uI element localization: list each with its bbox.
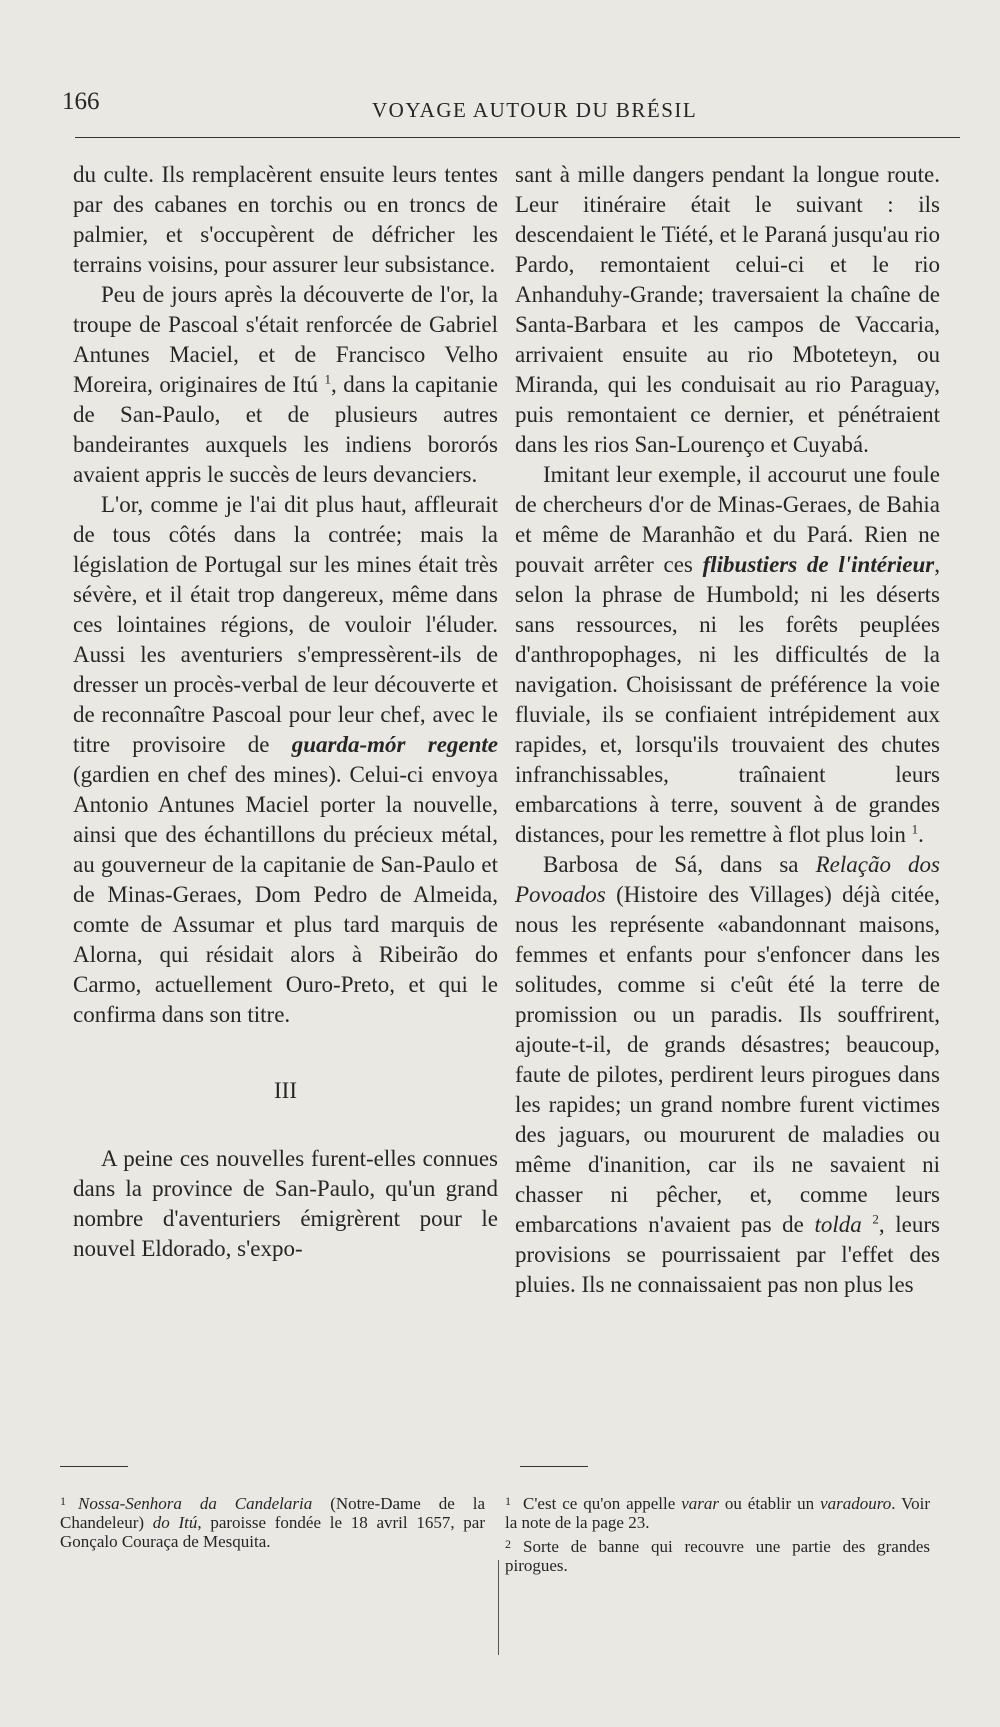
paragraph: [73, 280, 498, 490]
paragraph: [73, 1144, 498, 1264]
paragraph: [73, 490, 498, 1030]
footnote-text: ou établir un: [724, 1494, 815, 1513]
paragraph: [515, 850, 940, 1300]
paragraph-text: Barbosa de Sá, dans sa: [543, 852, 799, 877]
paragraph-text: , dans la capitanie de San-Paulo, et de plusieurs autres bandeirantes auxquels les indiens bororós avaient appris le succès de leurs devanciers.: [73, 372, 499, 487]
page-number: 166: [62, 88, 100, 115]
book-title: Relação dos Povoados: [515, 852, 940, 907]
paragraph-text: A peine ces nouvelles furent-elles connues dans la province de San-Paulo, qu'un grand nombre d'aventuriers émigrèrent pour le nouvel Eldorado, s'expo-: [73, 1146, 498, 1261]
emphasized-term: tolda: [814, 1212, 862, 1237]
footnote: [60, 1492, 485, 1551]
paragraph-text: , selon la phrase de Humbold; ni les déserts sans ressources, ni les forêts peuplées d'anthropophages, ni les difficultés de la navigation. Choisissant de préférence la voie fluviale, ils se confiaient intrépidement aux rapides, et, lorsqu'ils trouvaient des chutes infranchissables, traînaient leurs embarcations à terre, souvent à de grandes distances, pour les remettre à flot plus loin: [515, 552, 940, 847]
footnote: [505, 1535, 930, 1575]
running-title: VOYAGE AUTOUR DU BRÉSIL: [372, 98, 698, 122]
footnote-ref: 2: [872, 1211, 879, 1227]
footnote-title: Nossa-Senhora da Candelaria: [78, 1494, 313, 1513]
paragraph: [73, 160, 498, 280]
paragraph: [515, 160, 940, 460]
paragraph-text: , leurs provisions se pourrissaient par l'effet des pluies. Ils ne connaissaient pas non plus les: [515, 1212, 940, 1297]
footnote-term: varadouro: [820, 1494, 892, 1513]
section-number: III: [274, 1078, 297, 1103]
left-column: [73, 160, 498, 1264]
header-rule: [75, 137, 960, 138]
footnote-text: . Voir la note de la page 23.: [505, 1494, 931, 1532]
paragraph-text: (gardien en chef des mines). Celui-ci envoya Antonio Antunes Maciel porter la nouvelle, ainsi que des échantillons du précieux métal, au gouverneur de la capitanie de San-Paulo et de Minas-Geraes, Dom Pedro de Almeida, comte de Assumar et plus tard marquis de Alorna, qui résidait alors à Ribeirão do Carmo, actuellement Ouro-Preto, et qui le confirma dans son titre.: [73, 762, 498, 1027]
footnote-text: , paroisse fondée le 18 avril 1657, par Gonçalo Couraça de Mesquita.: [60, 1513, 486, 1551]
paragraph-text: Imitant leur exemple, il accourut une foule de chercheurs d'or de Minas-Geraes, de Bahia et même de Maranhão et du Pará. Rien ne pouvait arrêter ces: [515, 462, 940, 577]
paragraph: [515, 460, 940, 850]
paragraph-text: du culte. Ils remplacèrent ensuite leurs tentes par des cabanes en torchis ou en troncs de palmier, et s'occupèrent de défricher les terrains voisins, pour assurer leur subsistance.: [73, 162, 498, 277]
footnote-rule-right: [520, 1466, 588, 1467]
footnotes-left: [60, 1492, 485, 1554]
paragraph-text: sant à mille dangers pendant la longue route. Leur itinéraire était le suivant : ils descendaient le Tiété, et le Paraná jusqu'au rio Pardo, remontaient celui-ci et le rio Anhanduhy-Grande; traversaient la chaîne de Santa-Barbara et les campos de Vaccaria, arrivaient ensuite au rio Mboteteyn, ou Miranda, qui les conduisait au rio Paraguay, puis remontaient ce dernier, et pénétraient dans les rios San-Lourenço et Cuyabá.: [515, 162, 940, 457]
right-column: [515, 160, 940, 1300]
emphasized-term: flibustiers de l'intérieur: [702, 552, 935, 577]
footnote-text: Sorte de banne qui recouvre une partie des grandes pirogues.: [505, 1537, 930, 1575]
footnote-ref: 1: [324, 371, 331, 387]
footnote-text: (Notre-Dame de la Chandeleur): [60, 1494, 486, 1532]
footnote-ref: 1: [911, 821, 919, 837]
footnotes-right: [505, 1492, 930, 1578]
footnote-term: varar: [681, 1494, 719, 1513]
paragraph-text: Peu de jours après la découverte de l'or, la troupe de Pascoal s'était renforcée de Gabriel Antunes Maciel, et de Francisco Velho Moreira, originaires de Itú: [73, 282, 498, 397]
footnote-text: C'est ce qu'on appelle: [523, 1494, 676, 1513]
emphasized-term: guarda-mór regente: [291, 732, 498, 757]
footnote-rule-left: [60, 1466, 128, 1467]
footnote-mark: 1: [505, 1494, 511, 1508]
paragraph-text: L'or, comme je l'ai dit plus haut, affleurait de tous côtés dans la contrée; mais la législation de Portugal sur les mines était très sévère, et il était trop dangereux, même dans ces lointaines régions, de vouloir l'éluder. Aussi les aventuriers s'empressèrent-ils de dresser un procès-verbal de leur découverte et de reconnaître Pascoal pour leur chef, avec le titre provisoire de: [73, 492, 498, 757]
footnote: [505, 1492, 930, 1532]
paragraph-text: (Histoire des Villages) déjà citée, nous les représente «abandonnant maisons, femmes et enfants pour s'enfoncer dans les solitudes, comme si c'eût été la terre de promission ou un paradis. Ils souffrirent, ajoute-t-il, de grands désastres; beaucoup, faute de pilotes, perdirent leurs pirogues dans les rapides; un grand nombre furent victimes des jaguars, ou moururent de maladies ou même d'inanition, car ils ne savaient ni chasser ni pêcher, et, comme leurs embarcations n'avaient pas de: [515, 882, 941, 1237]
footnote-mark: 2: [505, 1537, 511, 1551]
running-head: [62, 88, 962, 124]
punctuation: .: [918, 822, 924, 847]
column-divider: [498, 1560, 499, 1655]
footnote-place: do Itú: [152, 1513, 198, 1532]
footnote-mark: 1: [60, 1494, 66, 1508]
